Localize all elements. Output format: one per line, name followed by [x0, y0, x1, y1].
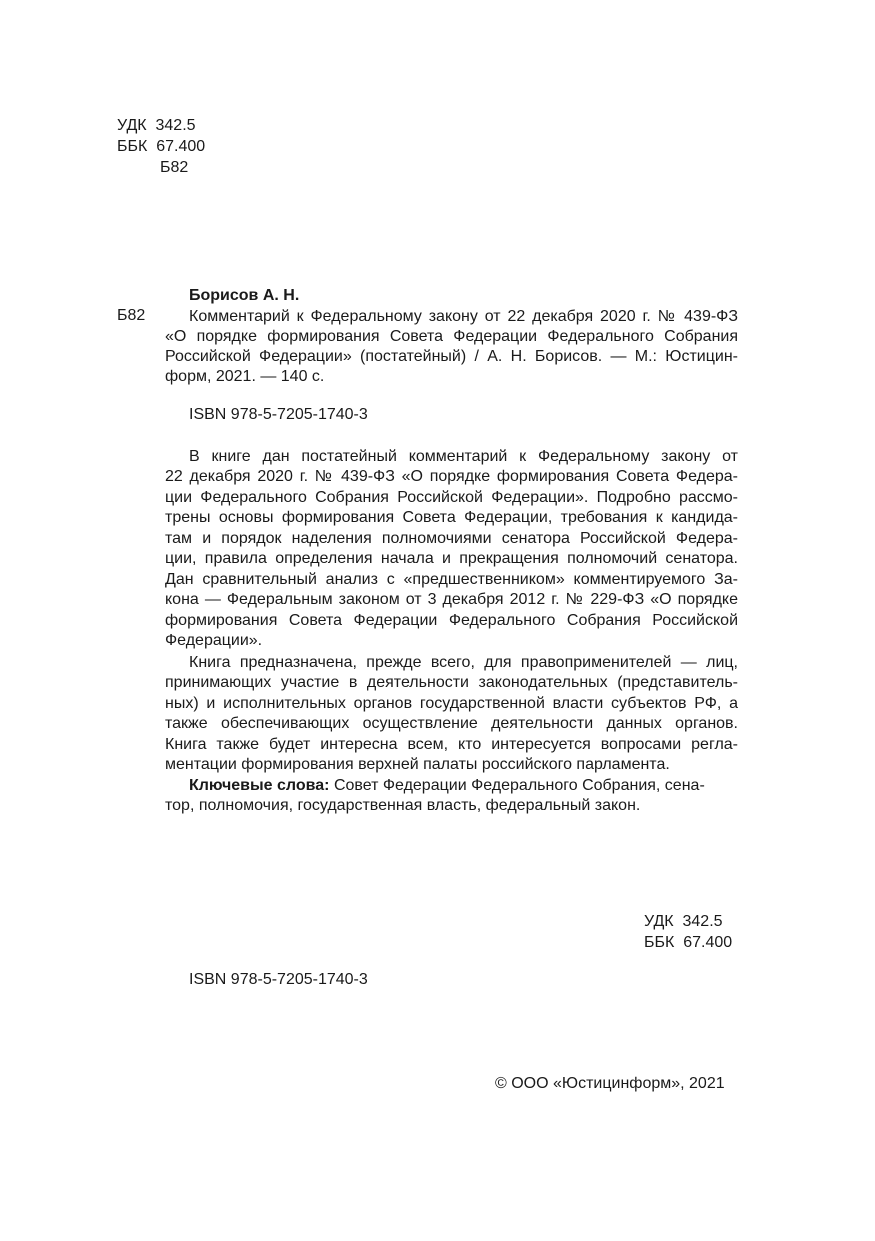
bottom-classification: [644, 911, 732, 953]
annotation-line: принимающих участие в деятельности законодательных (представитель-: [165, 674, 738, 691]
annotation-line: Книга предназначена, прежде всего, для правоприменителей — лиц,: [189, 654, 738, 671]
annotation-line: ных) и исполнительных органов государственной власти субъектов РФ, а: [165, 695, 738, 712]
top-classification: [117, 115, 205, 178]
annotation-line: также обеспечивающих осуществление деятельности данных органов.: [165, 715, 738, 732]
bbk-value: 67.400: [683, 934, 733, 951]
bbk-label: ББК: [117, 138, 148, 155]
annotation-line: В книге дан постатейный комментарий к Федеральному закону от: [189, 448, 738, 465]
annotation-line: Федерации».: [165, 632, 263, 649]
annotation-line: Дан сравнительный анализ с «предшественником» комментируемого За-: [165, 571, 738, 588]
bbk-label: ББК: [644, 934, 675, 951]
keywords-text: Совет Федерации Федерального Собрания, сена-: [329, 777, 705, 794]
udk-label: УДК: [644, 913, 674, 930]
annotation-line: трены основы формирования Совета Федерации, требования к кандида-: [165, 509, 738, 526]
annotation-line: формирования Совета Федерации Федерального Собрания Российской: [165, 612, 738, 629]
bottom-isbn: ISBN 978-5-7205-1740-3: [189, 971, 368, 988]
udk-value: 342.5: [155, 117, 196, 134]
author-name: Борисов А. Н.: [189, 287, 300, 304]
udk-value: 342.5: [682, 913, 723, 930]
author-mark: Б82: [117, 307, 146, 324]
author-mark-top: Б82: [160, 159, 189, 176]
keywords-line: тор, полномочия, государственная власть, федеральный закон.: [165, 797, 641, 814]
keywords-label: Ключевые слова:: [189, 777, 330, 794]
annotation-line: кона — Федеральным законом от 3 декабря 2012 г. № 229-ФЗ «О порядке: [165, 591, 738, 608]
annotation-line: 22 декабря 2020 г. № 439-ФЗ «О порядке формирования Совета Федера-: [165, 468, 738, 485]
annotation-line: ции, правила определения начала и прекращения полномочий сенатора.: [165, 550, 738, 567]
isbn: ISBN 978-5-7205-1740-3: [189, 406, 368, 423]
title-line: Российской Федерации» (постатейный) / А. Н. Борисов. — М.: Юстицин-: [165, 348, 738, 365]
bbk-value: 67.400: [156, 138, 206, 155]
title-line: «О порядке формирования Совета Федерации Федерального Собрания: [165, 328, 738, 345]
annotation-line: ции Федерального Собрания Российской Федерации». Подробно рассмо-: [165, 489, 738, 506]
copyright: © ООО «Юстицинформ», 2021: [495, 1075, 725, 1092]
keywords-line: [189, 776, 738, 796]
annotation-line: ментации формирования верхней палаты российского парламента.: [165, 756, 670, 773]
annotation-line: Книга также будет интересна всем, кто интересуется вопросами регла-: [165, 736, 738, 753]
annotation-line: там и порядок наделения полномочиями сенатора Российской Федера-: [165, 530, 738, 547]
title-line: форм, 2021. — 140 с.: [165, 368, 325, 385]
title-line: Комментарий к Федеральному закону от 22 декабря 2020 г. № 439-ФЗ: [189, 308, 738, 325]
udk-label: УДК: [117, 117, 147, 134]
